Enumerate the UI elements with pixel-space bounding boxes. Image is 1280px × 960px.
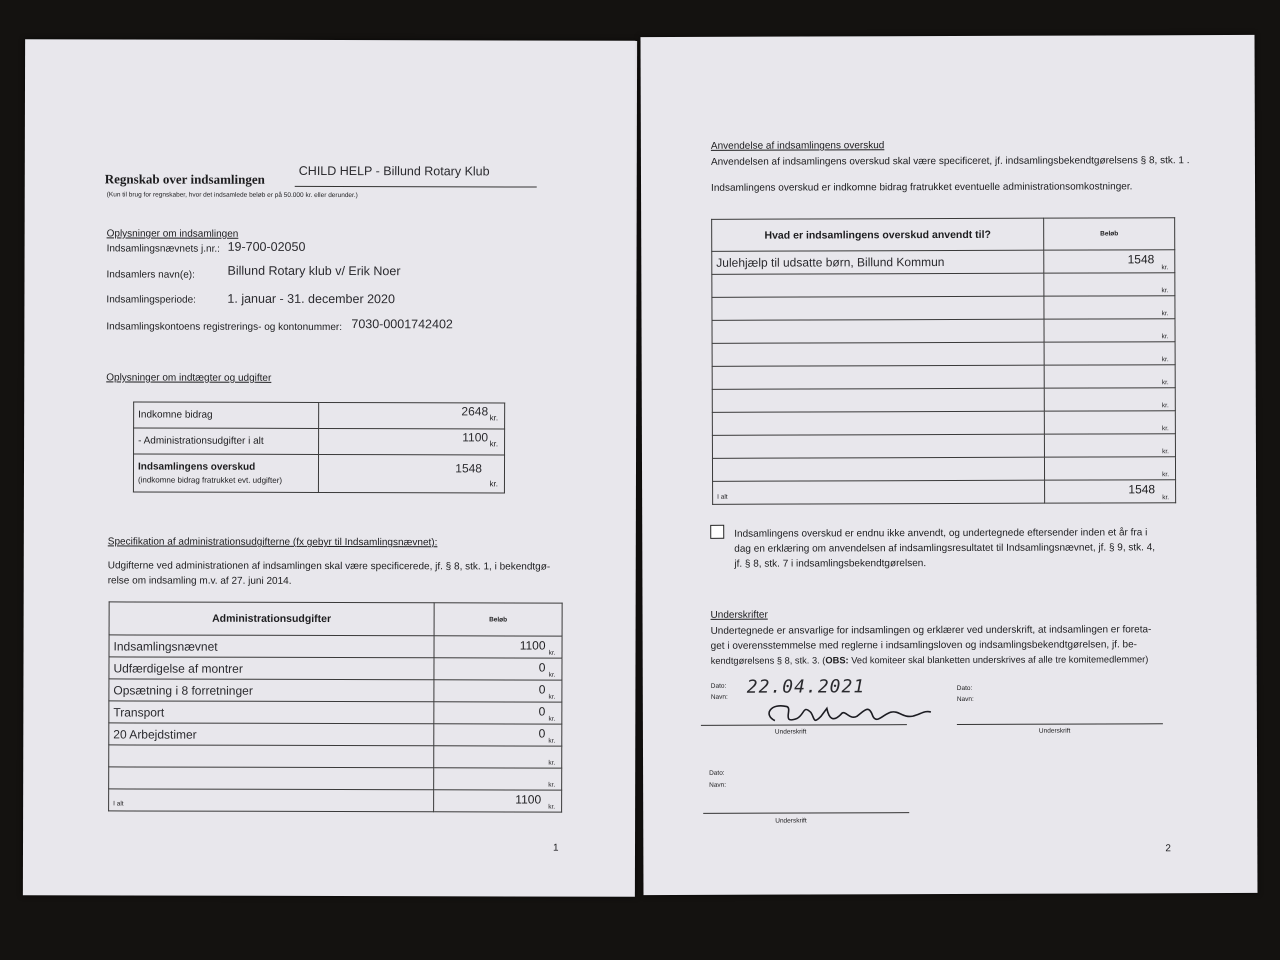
admin-row-value-cell bbox=[434, 724, 562, 746]
usage-total-cell bbox=[1045, 480, 1176, 503]
usage-row-value-cell bbox=[1044, 296, 1175, 319]
usage-row-value-cell bbox=[1044, 388, 1175, 411]
field-label-jnr: Indsamlingsnævnets j.nr.: bbox=[106, 243, 220, 255]
admin-row-value-cell bbox=[434, 680, 562, 702]
admin-expenses-table bbox=[108, 601, 563, 812]
info-heading: Oplysninger om indsamlingen bbox=[106, 228, 239, 240]
signature-line bbox=[957, 723, 1163, 725]
income-table bbox=[133, 401, 505, 493]
admin-row-value-cell bbox=[434, 702, 562, 724]
admin-row-value: 0 bbox=[538, 726, 546, 741]
usage-text-line-2: Indsamlingens overskud er indkomne bidrag fratrukket eventuelle administrationsomkostninger. bbox=[711, 181, 1133, 194]
amount-col-header: Beløb bbox=[1044, 218, 1175, 250]
usage-row-label bbox=[712, 273, 1044, 297]
surplus-value: 1548 bbox=[455, 461, 483, 476]
unit-label: kr. bbox=[1161, 264, 1169, 272]
field-value-account: 7030-0001742402 bbox=[351, 317, 453, 332]
signature-line bbox=[703, 812, 909, 814]
signature-label: Underskrift bbox=[1038, 727, 1071, 735]
admin-row-value: 0 bbox=[538, 660, 546, 675]
unit-label: kr. bbox=[489, 413, 499, 423]
unit-label: kr. bbox=[1161, 356, 1169, 364]
admin-row-value-cell bbox=[434, 636, 562, 658]
usage-total-value: 1548 bbox=[1128, 482, 1156, 497]
form-page-2 bbox=[641, 35, 1258, 895]
admin-row-label bbox=[109, 745, 434, 768]
surplus-label: Indsamlingens overskud bbox=[137, 461, 256, 473]
spec-heading: Specifikation af administrationsudgifterne (fx gebyr til Indsamlingsnævnet): bbox=[107, 536, 438, 549]
sign-text-plain: kendtgørelsens § 8, stk. 3. ( bbox=[710, 655, 826, 666]
usage-row-label bbox=[712, 388, 1044, 412]
page-number: 1 bbox=[552, 842, 559, 854]
sign-text-line-1: Undertegnede er ansvarlige for indsamlingen og erklærer ved underskrift, at indsamlingen er foreta- bbox=[710, 624, 1152, 637]
unit-label: kr. bbox=[1162, 448, 1169, 456]
unit-label: kr. bbox=[1161, 402, 1169, 410]
unit-label: kr. bbox=[548, 803, 556, 811]
unit-label: kr. bbox=[1161, 379, 1169, 387]
income-row-value-cell bbox=[319, 402, 505, 428]
usage-row-label bbox=[712, 296, 1044, 320]
date-label: Dato: bbox=[709, 769, 725, 777]
unit-label: kr. bbox=[1162, 494, 1170, 502]
income-heading: Oplysninger om indtægter og udgifter bbox=[106, 372, 272, 384]
admin-total-cell bbox=[434, 790, 562, 812]
usage-row-label bbox=[712, 319, 1044, 343]
unit-label: kr. bbox=[1162, 471, 1170, 479]
admin-row-label bbox=[109, 767, 434, 790]
unit-label: kr. bbox=[1161, 287, 1169, 295]
admin-row-value: 0 bbox=[538, 704, 546, 719]
unit-label: kr. bbox=[1161, 425, 1169, 433]
income-row-value-cell bbox=[319, 428, 505, 454]
income-row-value-cell bbox=[318, 454, 504, 492]
field-value-name: Billund Rotary klub v/ Erik Noer bbox=[227, 263, 401, 279]
date-label: Dato: bbox=[710, 682, 727, 690]
admin-row-label: 20 Arbejdstimer bbox=[109, 723, 434, 746]
admin-row-value-cell bbox=[434, 658, 562, 680]
unit-label: kr. bbox=[548, 715, 556, 723]
usage-row-value-cell bbox=[1044, 319, 1175, 342]
sign-text-line-2: get i overensstemmelse med reglerne i indsamlingsloven og indsamlingsbekendtgørelsen, jf. be- bbox=[710, 639, 1137, 652]
admin-col-header: Administrationsudgifter bbox=[109, 602, 434, 636]
name-label: Navn: bbox=[710, 693, 728, 701]
surplus-sublabel: (indkomne bidrag fratrukket evt. udgifter) bbox=[137, 475, 283, 485]
usage-row-value-cell bbox=[1044, 250, 1175, 273]
usage-row-value-cell bbox=[1044, 273, 1175, 296]
form-page-1 bbox=[23, 39, 637, 897]
name-label: Navn: bbox=[956, 695, 974, 703]
obs-label: OBS: bbox=[825, 655, 849, 666]
admin-row-value-cell bbox=[434, 768, 562, 790]
usage-row-label bbox=[712, 411, 1044, 435]
admin-row-value-cell bbox=[434, 746, 562, 768]
income-row-label: Indkomne bidrag bbox=[134, 402, 319, 428]
field-label-period: Indsamlingsperiode: bbox=[106, 294, 196, 306]
usage-row-value: 1548 bbox=[1127, 252, 1155, 267]
usage-row-value-cell bbox=[1044, 411, 1175, 434]
unit-label: kr. bbox=[489, 439, 499, 449]
income-row-label: - Administrationsudgifter i alt bbox=[134, 428, 319, 454]
usage-row-value-cell bbox=[1044, 434, 1175, 457]
unit-label: kr. bbox=[548, 671, 556, 679]
checkbox-text-line-2: dag en erklæring om anvendelsen af indsamlingsresultatet til Indsamlingsnævnet, jf. § 9, stk. 4, bbox=[734, 542, 1156, 555]
usage-col-header: Hvad er indsamlingens overskud anvendt til? bbox=[712, 218, 1044, 251]
usage-heading: Anvendelse af indsamlingens overskud bbox=[710, 140, 885, 152]
unit-label: kr. bbox=[548, 781, 556, 789]
title-underline bbox=[295, 186, 537, 188]
admin-row-label: Opsætning i 8 forretninger bbox=[109, 679, 434, 702]
admin-total-value: 1100 bbox=[462, 430, 489, 445]
usage-row-value-cell bbox=[1044, 365, 1175, 388]
date-label: Dato: bbox=[956, 684, 973, 692]
form-subtitle: (Kun til brug for regnskaber, hvor det indsamlede beløb er på 50.000 kr. eller derunder.) bbox=[106, 191, 358, 200]
unit-label: kr. bbox=[489, 479, 498, 489]
page-number: 2 bbox=[1165, 843, 1171, 855]
usage-text-line-1: Anvendelsen af indsamlingens overskud skal være specificeret, jf. indsamlingsbekendtgørelsens § 8, stk. 1 . bbox=[710, 155, 1190, 168]
unit-label: kr. bbox=[1161, 310, 1169, 318]
sign-text-line-3 bbox=[711, 654, 1149, 666]
handwritten-date: 22.04.2021 bbox=[746, 676, 866, 698]
unit-label: kr. bbox=[1161, 333, 1169, 341]
signatures-heading: Underskrifter bbox=[710, 609, 768, 621]
checkbox-text-line-1: Indsamlingens overskud er endnu ikke anvendt, og undertegnede eftersender inden et år fra i bbox=[734, 527, 1148, 540]
admin-row-label: Indsamlingsnævnet bbox=[109, 635, 434, 658]
usage-table bbox=[711, 217, 1176, 505]
unit-label: kr. bbox=[548, 649, 556, 657]
not-used-checkbox[interactable] bbox=[710, 525, 724, 539]
field-value-jnr: 19-700-02050 bbox=[227, 239, 306, 254]
admin-row-label: Udfærdigelse af montrer bbox=[109, 657, 434, 680]
spec-text-line-2: relse om indsamling m.v. af 27. juni 2014. bbox=[107, 575, 292, 587]
checkbox-text-line-3: jf. § 8, stk. 7 i indsamlingsbekendtgørelsen. bbox=[734, 558, 927, 570]
unit-label: kr. bbox=[548, 693, 556, 701]
signature-label: Underskrift bbox=[774, 728, 807, 736]
spec-text-line-1: Udgifterne ved administrationen af indsamlingen skal være specificerede, jf. § 8, stk. 1, i bekendtgø- bbox=[107, 560, 551, 573]
admin-row-value: 0 bbox=[538, 682, 546, 697]
field-label-name: Indsamlers navn(e): bbox=[106, 269, 195, 281]
surplus-label-cell bbox=[133, 454, 318, 492]
usage-row-label bbox=[712, 457, 1044, 481]
admin-total-value: 1100 bbox=[515, 792, 542, 807]
name-label: Navn: bbox=[709, 781, 727, 789]
admin-row-value: 1100 bbox=[519, 638, 546, 653]
usage-row-label: Julehjælp til udsatte børn, Billund Kommun bbox=[712, 250, 1044, 274]
usage-row-value-cell bbox=[1044, 342, 1175, 365]
form-title: Regnskab over indsamlingen bbox=[104, 171, 265, 187]
total-label: I alt bbox=[109, 789, 434, 812]
usage-row-label bbox=[712, 434, 1044, 458]
sign-text-rest: Ved komiteer skal blanketten underskrives af alle tre komitemedlemmer) bbox=[848, 654, 1149, 666]
income-value: 2648 bbox=[461, 404, 489, 419]
usage-row-label bbox=[712, 365, 1044, 389]
usage-row-value-cell bbox=[1044, 457, 1175, 480]
total-label: I alt bbox=[713, 480, 1045, 504]
signature-label: Underskrift bbox=[775, 817, 807, 825]
usage-row-label bbox=[712, 342, 1044, 366]
admin-row-label: Transport bbox=[109, 701, 434, 724]
unit-label: kr. bbox=[548, 759, 556, 767]
title-value: CHILD HELP - Billund Rotary Klub bbox=[298, 163, 490, 179]
field-value-period: 1. januar - 31. december 2020 bbox=[227, 291, 395, 307]
amount-col-header: Beløb bbox=[434, 603, 562, 636]
field-label-account: Indsamlingskontoens registrerings- og kontonummer: bbox=[106, 321, 343, 334]
unit-label: kr. bbox=[548, 737, 556, 745]
